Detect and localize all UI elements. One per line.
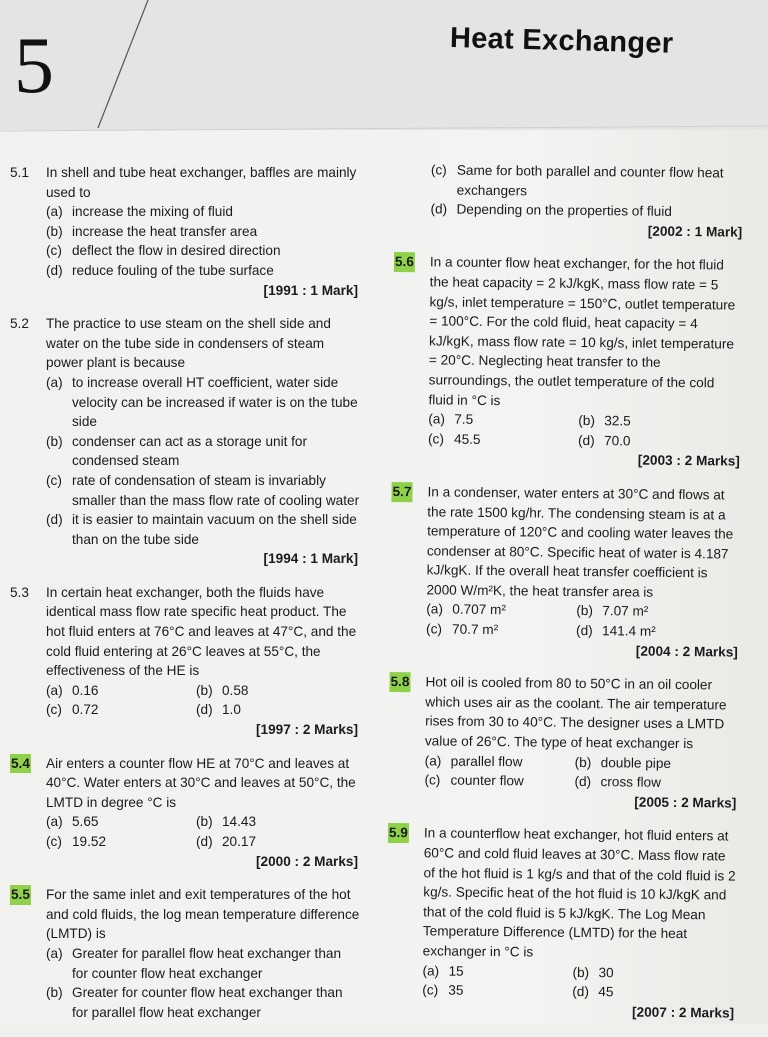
options-grid	[46, 681, 360, 720]
option-c: (c) 45.5	[428, 431, 481, 447]
question-5-8	[388, 672, 739, 813]
question-stem: Hot oil is cooled from 80 to 50°C in an oil cooler which uses air as the coolant. The air temperature rises from 30 to 40°C. The designer uses a LMTD value of 26°C. The type of heat exchanger is	[424, 674, 727, 752]
question-stem: In shell and tube heat exchanger, baffles are mainly used to	[46, 165, 357, 200]
option-b: (b) double pipe	[574, 754, 672, 771]
option-a: (a) parallel flow	[424, 752, 523, 769]
option-b: (b) condenser can act as a storage unit for condensed steam	[46, 433, 308, 469]
question-5-2	[10, 314, 360, 569]
question-stem: In a counter flow heat exchanger, for the hot fluid the heat capacity = 2 kJ/kgK, mass flow rate = 5 kg/s, inlet temperature = 150°C, outlet temperature = 100°C. For the cold fluid, heat capacity = 4 kJ/kgK, mass flow rate = 10 kg/s, inlet temperature = 20°C. Neglecting heat transfer to the surroundings, the outlet temperature of the cold fluid in °C is	[428, 254, 736, 408]
question-5-1	[10, 163, 360, 300]
exam-mark: [1994 : 1 Mark]	[263, 551, 358, 567]
option-a: (a) Greater for parallel flow heat exchanger than for counter flow heat exchanger	[46, 945, 342, 981]
question-stem: For the same inlet and exit temperatures of the hot and cold fluids, the log mean temperature difference (LMTD) is	[46, 887, 360, 942]
option-b: (b) 0.58	[196, 682, 249, 698]
option-a: (a) increase the mixing of fluid	[46, 204, 233, 220]
question-5-9	[386, 823, 738, 1023]
question-number: 5.4	[10, 754, 31, 774]
option-c: (c) 35	[422, 982, 464, 998]
option-c: (c) Same for both parallel and counter flow heat exchangers	[430, 162, 724, 198]
option-d: (d) 70.0	[577, 432, 631, 449]
option-b: (b) increase the heat transfer area	[46, 223, 258, 239]
option-a: (a) to increase overall HT coefficient, water side velocity can be increased if water is on the tube side	[46, 374, 358, 430]
question-5-5	[10, 885, 360, 1022]
question-number: 5.3	[10, 584, 29, 600]
options-grid	[422, 961, 736, 1003]
chapter-number: 5	[14, 22, 54, 110]
exam-mark: [2000 : 2 Marks]	[255, 853, 358, 869]
exam-mark: [2007 : 2 Marks]	[631, 1004, 735, 1021]
option-d: (d) 141.4 m²	[576, 622, 656, 639]
option-a: (a) 5.65	[46, 814, 99, 830]
header-divider-line	[0, 0, 768, 140]
option-d: (d) Depending on the properties of fluid	[430, 201, 672, 220]
exam-mark: [2002 : 1 Mark]	[647, 223, 743, 240]
question-number: 5.2	[10, 316, 29, 332]
options-grid	[428, 409, 742, 451]
option-d: (d) reduce fouling of the tube surface	[46, 262, 274, 278]
exam-mark: [1991 : 1 Mark]	[263, 282, 358, 298]
option-d: (d) 45	[572, 984, 614, 1000]
option-d: (d) 1.0	[196, 702, 241, 718]
question-number: 5.5	[10, 885, 31, 905]
question-5-5-continued	[394, 160, 745, 242]
question-stem: Air enters a counter flow HE at 70°C and leaves at 40°C. Water enters at 30°C and leaves at 50°C, the LMTD in degree °C is	[46, 755, 356, 810]
option-d: (d) it is easier to maintain vacuum on the shell side than on the tube side	[46, 512, 357, 547]
chapter-title: Heat Exchanger	[449, 22, 674, 60]
question-number: 5.9	[388, 823, 409, 843]
exam-mark: [2003 : 2 Marks]	[637, 452, 740, 469]
option-d: (d) 20.17	[196, 834, 257, 849]
question-stem: The practice to use steam on the shell side and water on the tube side in condensers of steam power plant is because	[46, 316, 331, 371]
option-a: (a) 0.16	[46, 682, 99, 698]
options-grid	[424, 751, 738, 793]
option-c: (c) 19.52	[46, 834, 107, 849]
option-a: (a) 15	[422, 962, 464, 979]
option-a: (a) 7.5	[428, 411, 474, 427]
option-b: (b) 32.5	[578, 413, 631, 429]
option-c: (c) deflect the flow in desired direction	[46, 243, 281, 259]
option-c: (c) 0.72	[46, 702, 99, 718]
question-number: 5.8	[389, 672, 410, 692]
question-5-4	[10, 754, 360, 872]
question-number: 5.7	[391, 482, 412, 502]
question-5-7	[390, 482, 742, 662]
exam-mark: [2004 : 2 Marks]	[635, 643, 738, 660]
question-stem: In a counterflow heat exchanger, hot fluid enters at 60°C and cold fluid leaves at 30°C. Mass flow rate of the hot fluid is 1 kg/s and that of the cold fluid is 2 kg/s. Specific heat of the hot fluid is 10 kJ/kgK and that of the cold fluid is 5 kJ/kgK. The Log Mean Temperature Difference (LMTD) for the heat exchanger in °C is	[422, 825, 736, 960]
exam-mark: [1997 : 2 Marks]	[255, 722, 358, 738]
question-5-3	[10, 583, 360, 740]
question-number: 5.6	[394, 252, 415, 272]
option-c: (c) 70.7 m²	[426, 621, 499, 638]
option-b: (b) 7.07 m²	[576, 603, 649, 620]
question-number: 5.1	[10, 165, 29, 180]
left-column	[10, 163, 360, 1036]
option-b: (b) Greater for counter flow heat exchanger than for parallel flow heat exchanger	[46, 985, 343, 1020]
question-stem: In a condenser, water enters at 30°C and flows at the rate 1500 kg/hr. The condensing steam is at a temperature of 120°C and cooling water leaves the condenser at 80°C. Specific heat of water is 4.187 kJ/kgK. If the overall heat transfer coefficient is 2000 W/m²K, the heat transfer area is	[426, 484, 734, 600]
option-c: (c) rate of condensation of steam is invariably smaller than the mass flow rate of cooling water	[46, 472, 360, 508]
option-a: (a) 0.707 m²	[426, 601, 507, 618]
right-column	[386, 160, 745, 1037]
exam-mark: [2005 : 2 Marks]	[634, 794, 737, 811]
question-5-6	[392, 252, 744, 471]
option-c: (c) counter flow	[424, 772, 524, 789]
question-stem: In certain heat exchanger, both the fluids have identical mass flow rate specific heat product. The hot fluid enters at 76°C and leaves at 47°C, and the cold fluid entering at 26°C leaves at 55°C, the effectiveness of the HE is	[46, 584, 357, 679]
options-grid	[426, 600, 740, 642]
options-grid	[46, 812, 360, 851]
option-b: (b) 30	[572, 964, 614, 980]
option-d: (d) cross flow	[574, 774, 662, 791]
option-b: (b) 14.43	[196, 814, 257, 830]
